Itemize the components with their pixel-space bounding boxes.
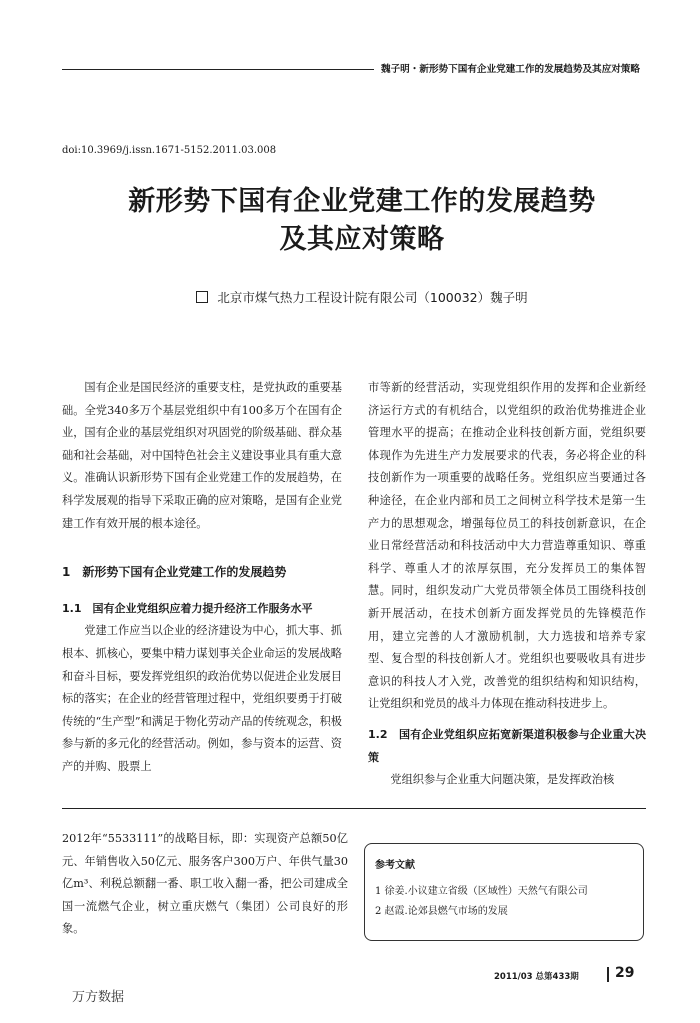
author-affiliation: 北京市煤气热力工程设计院有限公司（100032）魏子明 <box>217 290 528 305</box>
references-heading: 参考文献 <box>375 860 415 871</box>
issue-info: 2011/03 总第433期 <box>494 972 579 982</box>
body-left-column <box>62 377 342 779</box>
paragraph: 2012年“5533111”的战略目标，即：实现资产总额50亿元、年销售收入50亿元、服务客户300万户、年供气量30亿m³、利税总额翻一番、职工收入翻一番，把公司建成全国一流燃气企业，树立重庆燃气（集团）公司良好的形象。 <box>62 832 348 936</box>
section-1-1-heading: 1.1 国有企业党组织应着力提升经济工作服务水平 <box>62 601 313 615</box>
body-right-column <box>368 377 646 792</box>
paragraph: 党建工作应当以企业的经济建设为中心，抓大事、抓根本、抓核心，要集中精力谋划事关企业命运的发展战略和奋斗目标，要发挥党组织的政治优势以促进企业发展目标的落实；在企业的经营管理过程中，党组织要勇于打破传统的“生产型”和满足于物化劳动产品的传统观念，积极参与新的多元化的经营活动。例如，参与资本的运营、资产的并购、股票上 <box>62 624 342 773</box>
paragraph: 市等新的经营活动，实现党组织作用的发挥和企业新经济运行方式的有机结合，以党组织的政治优势推进企业管理水平的提高；在推动企业科技创新方面，党组织要体现作为先进生产力发展要求的代表，务必将企业的科技创新作为一项重要的战略任务。党组织应当要通过各种途径，在企业内部和员工之间树立科学技术是第一生产力的思想观念，增强每位员工的科技创新意识，在企业日常经营活动和科技活动中大力营造尊重知识、尊重科学、尊重人才的浓厚氛围，充分发挥员工的集体智慧。同时，组织发动广大党员带领全体员工围绕科技创新开展活动，在技术创新方面发挥党员的先锋模范作用，建立完善的人才激励机制，大力选拔和培养专家型、复合型的科技创新人才。党组织也要吸收具有进步意识的科技人才入党，改善党的组织结构和知识结构，让党组织和党员的战斗力体现在推动科技进步上。 <box>368 381 646 711</box>
doi: doi:10.3969/j.issn.1671-5152.2011.03.008 <box>62 145 277 156</box>
square-icon <box>196 291 208 303</box>
running-header: 魏子明・新形势下国有企业党建工作的发展趋势及其应对策略 <box>381 64 641 75</box>
section-1-2-heading: 1.2 国有企业党组织应拓宽新渠道积极参与企业重大决策 <box>368 727 646 764</box>
author-line <box>62 288 662 306</box>
article-title-line2: 及其应对策略 <box>279 224 445 255</box>
paragraph: 党组织参与企业重大问题决策，是发挥政治核 <box>390 773 615 787</box>
header-rule <box>62 69 374 70</box>
section-divider <box>62 808 646 809</box>
reference-item: 2 赵霞.论郊县燃气市场的发展 <box>375 906 508 917</box>
reference-item: 1 徐姜.小议建立省级（区域性）天然气有限公司 <box>375 886 588 897</box>
references-box <box>364 843 644 941</box>
intro-paragraph: 国有企业是国民经济的重要支柱，是党执政的重要基础。全党340多万个基层党组织中有100多万个在国有企业，国有企业的基层党组织对巩固党的阶级基础、群众基础和社会基础，对中国特色社会主义建设事业具有重大意义。准确认识新形势下国有企业党建工作的发展趋势，在科学发展观的指导下采取正确的应对策略，是国有企业党建工作有效开展的根本途径。 <box>62 381 342 530</box>
article-title-line1: 新形势下国有企业党建工作的发展趋势 <box>128 186 596 217</box>
page-number: 29 <box>615 965 635 981</box>
continued-column <box>62 828 348 941</box>
footer-divider <box>607 967 609 982</box>
watermark: 万方数据 <box>72 990 125 1005</box>
section-1-heading: 1 新形势下国有企业党建工作的发展趋势 <box>62 565 287 580</box>
